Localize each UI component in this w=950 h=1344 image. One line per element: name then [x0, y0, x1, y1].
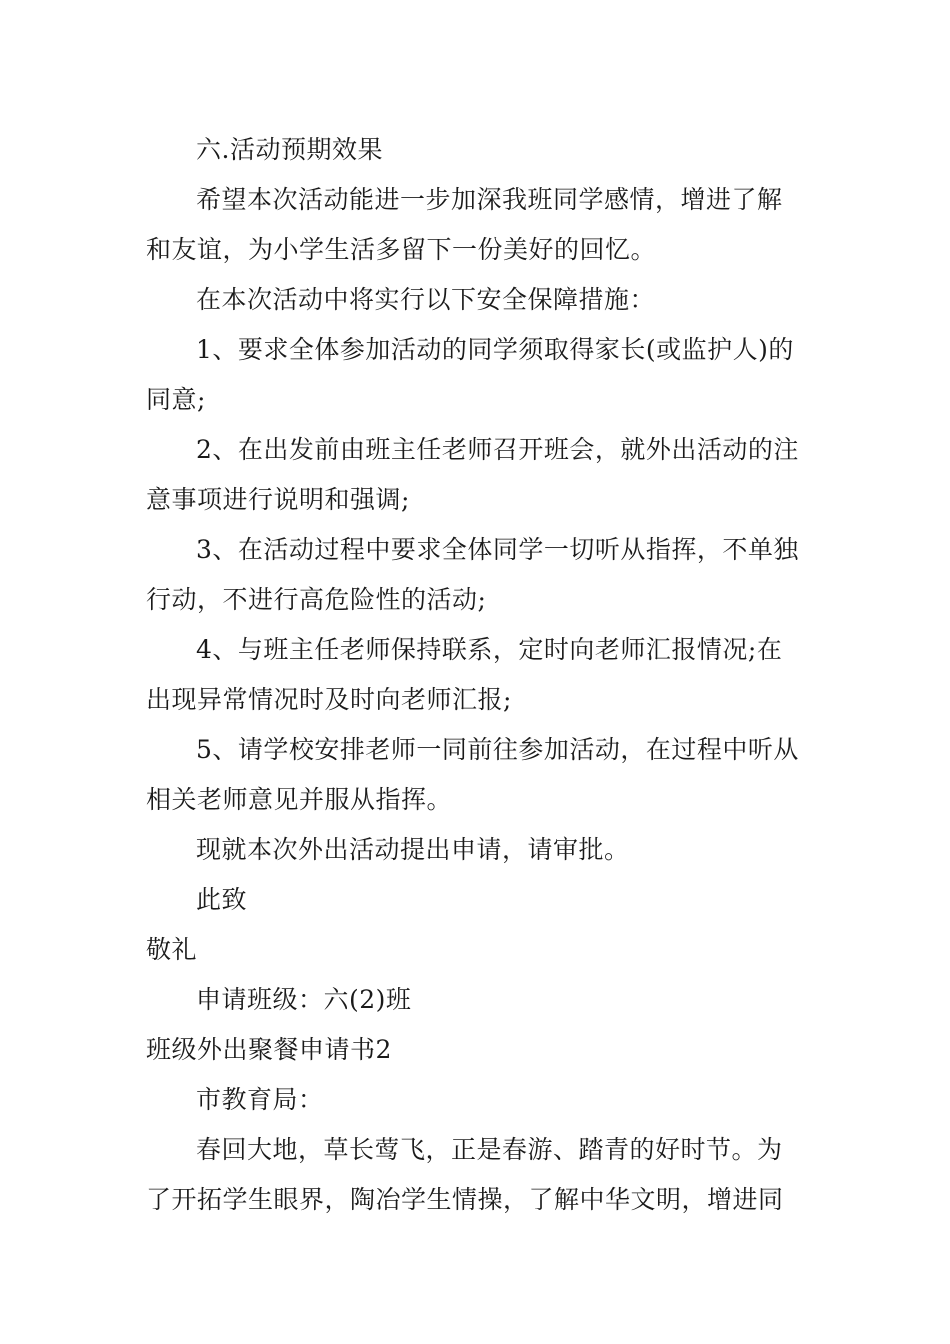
- salutation-line: 敬礼: [146, 935, 198, 964]
- paragraph-line: 希望本次活动能进一步加深我班同学感情，增进了解: [196, 185, 783, 214]
- list-item-line: 出现异常情况时及时向老师汇报;: [146, 685, 512, 714]
- list-item-line: 2、在出发前由班主任老师召开班会，就外出活动的注: [196, 435, 799, 464]
- list-item-line: 行动，不进行高危险性的活动;: [146, 585, 487, 614]
- paragraph-line: 和友谊，为小学生活多留下一份美好的回忆。: [146, 235, 657, 264]
- paragraph-line: 春回大地，草长莺飞，正是春游、踏青的好时节。为: [196, 1135, 783, 1164]
- addressee-line: 市教育局：: [196, 1085, 324, 1114]
- list-item-line: 3、在活动过程中要求全体同学一切听从指挥，不单独: [196, 535, 799, 564]
- paragraph-line: 现就本次外出活动提出申请，请审批。: [196, 835, 630, 864]
- list-item-line: 4、与班主任老师保持联系，定时向老师汇报情况;在: [196, 635, 783, 664]
- list-item-line: 5、请学校安排老师一同前往参加活动，在过程中听从: [196, 735, 799, 764]
- list-item-line: 同意;: [146, 385, 206, 414]
- list-item-line: 意事项进行说明和强调;: [146, 485, 410, 514]
- document-title: 班级外出聚餐申请书2: [146, 1035, 392, 1064]
- paragraph-line: 在本次活动中将实行以下安全保障措施：: [196, 285, 656, 314]
- list-item-line: 相关老师意见并服从指挥。: [146, 785, 453, 814]
- applicant-class-line: 申请班级：六(2)班: [196, 985, 412, 1014]
- section-heading: 六.活动预期效果: [196, 135, 383, 164]
- list-item-line: 1、要求全体参加活动的同学须取得家长(或监护人)的: [196, 335, 794, 364]
- paragraph-line: 了开拓学生眼界，陶冶学生情操，了解中华文明，增进同: [146, 1185, 784, 1214]
- salutation-line: 此致: [196, 885, 248, 914]
